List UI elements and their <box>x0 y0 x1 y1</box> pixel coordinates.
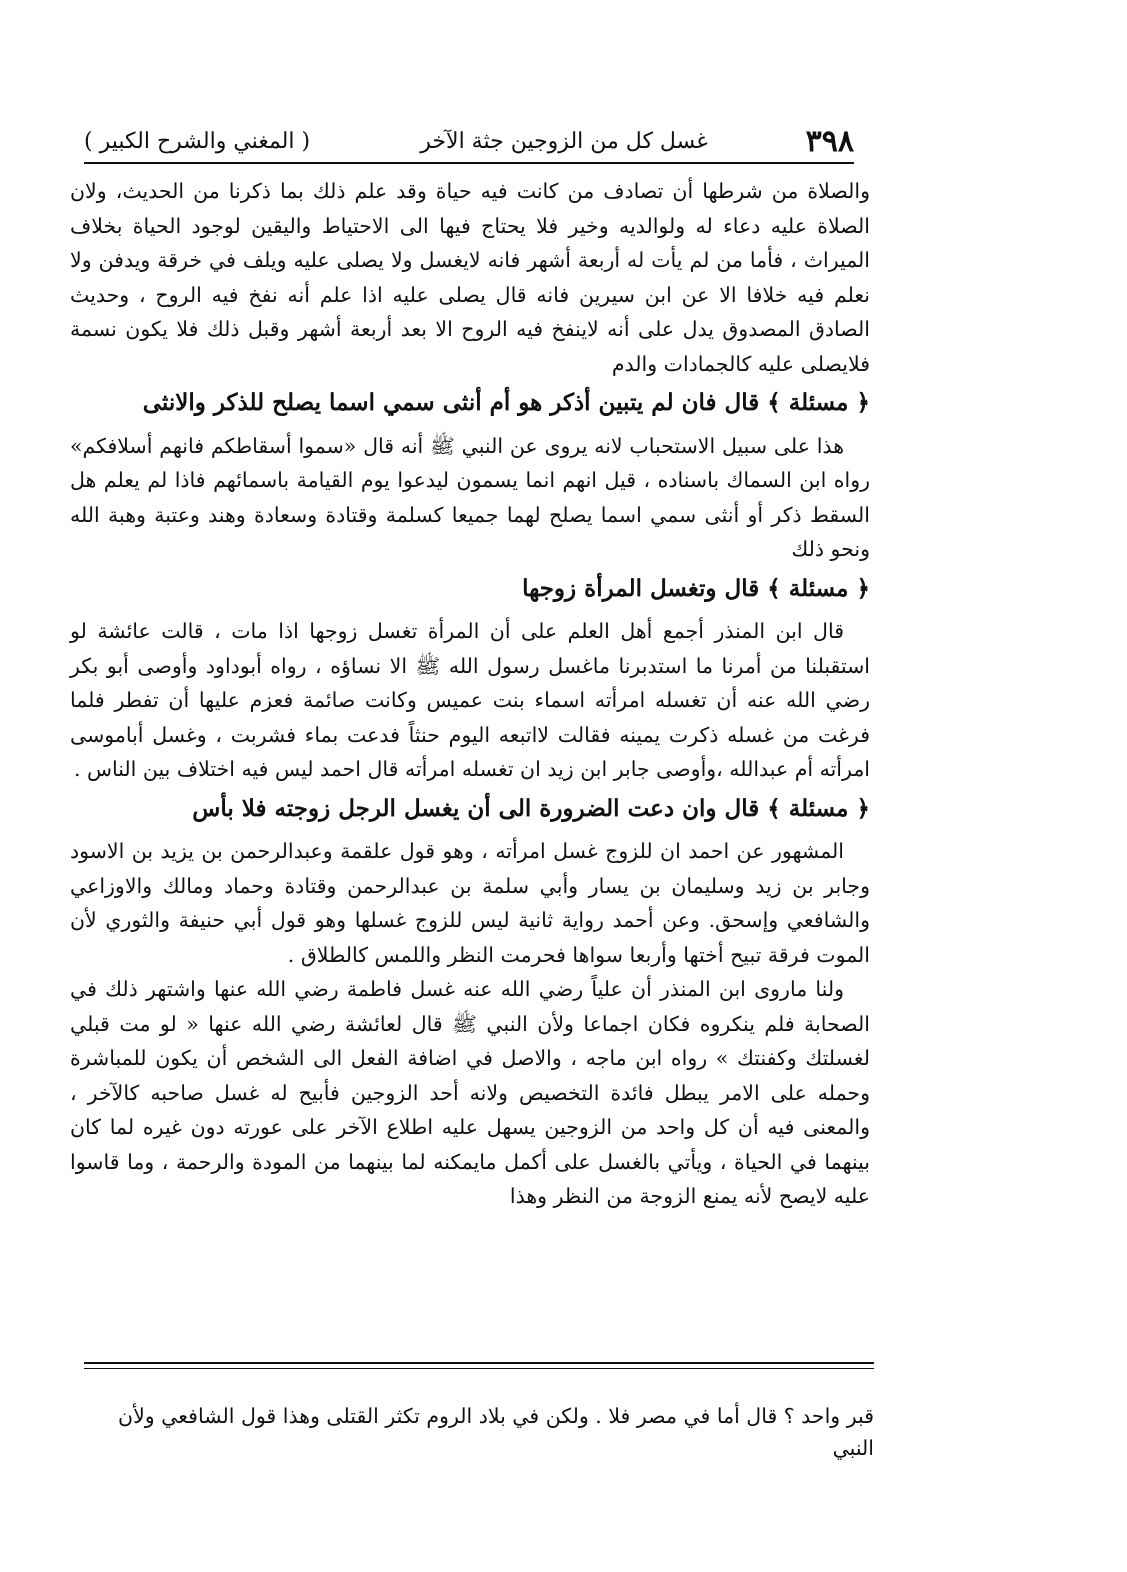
book-title: ( المغني والشرح الكبير ) <box>84 128 311 154</box>
masala-text: فان لم يتبين أذكر هو أم أنثى سمي اسما يصلح للذكر والانثى <box>142 389 717 416</box>
ornament-open: ﴿ <box>856 794 870 822</box>
masala-heading-1 <box>70 386 870 421</box>
masala-label: مسئلة <box>788 389 849 416</box>
footnote: قبر واحد ؟ قال أما في مصر فلا . ولكن في بلاد الروم تكثر القتلى وهذا قول الشافعي ولأن النبي <box>118 1404 874 1460</box>
masala-label: مسئلة <box>788 574 849 602</box>
header-divider <box>84 162 854 164</box>
qala-label: قال <box>724 389 760 416</box>
paragraph-3: قال ابن المنذر أجمع أهل العلم على أن المرأة تغسل زوجها اذا مات ، قالت عائشة لو استقبلنا من أمرنا ما استدبرنا ماغسل رسول الله ﷺ الا نساؤه ، رواه أبوداود وأوصى أبو بكر رضي الله عنه أن تغسله امرأته اسماء بنت عميس وكانت صائمة فعزم عليها أن تفطر فلما فرغت من غسله ذكرت يمينه فقالت لااتبعه اليوم حنثاً فدعت بماء فشربت ، وغسل أباموسى امرأته أم عبدالله ،وأوصى جابر ابن زيد ان تغسله امرأته قال احمد ليس فيه اختلاف بين الناس . <box>70 619 870 781</box>
main-text <box>70 174 870 1214</box>
page-header <box>84 120 854 162</box>
qala-label: قال <box>724 794 760 822</box>
ornament-open: ﴿ <box>856 389 870 416</box>
paragraph-5: ولنا ماروى ابن المنذر أن علياً رضي الله عنه غسل فاطمة رضي الله عنها واشتهر ذلك في الصحابة فلم ينكروه فكان اجماعا ولأن النبي ﷺ قال لعائشة رضي الله عنها « لو مت قبلي لغسلتك وكفنتك » رواه ابن ماجه ، والاصل في اضافة الفعل الى الشخص أن يكون للمباشرة وحمله على الامر يبطل فائدة التخصيص ولانه أحد الزوجين فأبيح له غسل صاحبه كالآخر ، والمعنى فيه أن كل واحد من الزوجين يسهل عليه اطلاع الآخر على عورته دون غيره لما كان بينهما في الحياة ، ويأتي بالغسل على أكمل مايمكنه لما بينهما من المودة والرحمة ، وما قاسوا عليه لايصح لأنه يمنع الزوجة من النظر وهذا <box>70 977 870 1208</box>
ornament-close: ﴾ <box>767 794 781 822</box>
running-title: غسل كل من الزوجين جثة الآخر <box>420 128 708 154</box>
masala-label: مسئلة <box>788 794 849 822</box>
masala-heading-2 <box>70 572 870 607</box>
masala-heading-3 <box>70 792 870 827</box>
paragraph-2: هذا على سبيل الاستحباب لانه يروى عن النبي ﷺ أنه قال «سموا أسقاطكم فانهم أسلافكم» رواه ابن السماك باسناده ، قيل انهم انما يسمون ليدعوا يوم القيامة باسمائهم فاذا لم يعلم هل السقط ذكر أو أنثى سمي اسما يصلح لهما جميعا كسلمة وقتادة وسعادة وهند وعتبة وهبة الله ونحو ذلك <box>70 433 870 561</box>
paragraph-1: والصلاة من شرطها أن تصادف من كانت فيه حياة وقد علم ذلك بما ذكرنا من الحديث، ولان الصلاة عليه دعاء له ولوالديه وخير فلا يحتاج فيها الى الاحتياط واليقين لوجود الحياة بخلاف الميراث ، فأما من لم يأت له أربعة أشهر فانه لايغسل ولا يصلى عليه ويلف في خرقة ويدفن ولا نعلم فيه خلافا الا عن ابن سيرين فانه قال يصلى عليه اذا علم أنه نفخ فيه الروح ، وحديث الصادق المصدوق يدل على أنه لاينفخ فيه الروح الا بعد أربعة أشهر وقبل ذلك فلا يكون نسمة فلايصلى عليه كالجمادات والدم <box>70 179 870 376</box>
ornament-open: ﴿ <box>856 574 870 602</box>
page-number: ٣٩٨ <box>805 123 854 159</box>
masala-text: وتغسل المرأة زوجها <box>522 574 717 602</box>
footnote-divider <box>84 1362 874 1369</box>
ornament-close: ﴾ <box>767 574 781 602</box>
qala-label: قال <box>724 574 760 602</box>
masala-text: وان دعت الضرورة الى أن يغسل الرجل زوجته فلا بأس <box>192 794 717 822</box>
ornament-close: ﴾ <box>767 389 781 416</box>
paragraph-4: المشهور عن احمد ان للزوج غسل امرأته ، وهو قول علقمة وعبدالرحمن بن يزيد بن الاسود وجابر بن زيد وسليمان بن يسار وأبي سلمة بن عبدالرحمن وقتادة وحماد ومالك والاوزاعي والشافعي وإسحق. وعن أحمد رواية ثانية ليس للزوج غسلها وهو قول أبي حنيفة والثوري لأن الموت فرقة تبيح أختها وأربعا سواها فحرمت النظر واللمس كالطلاق . <box>70 839 870 967</box>
